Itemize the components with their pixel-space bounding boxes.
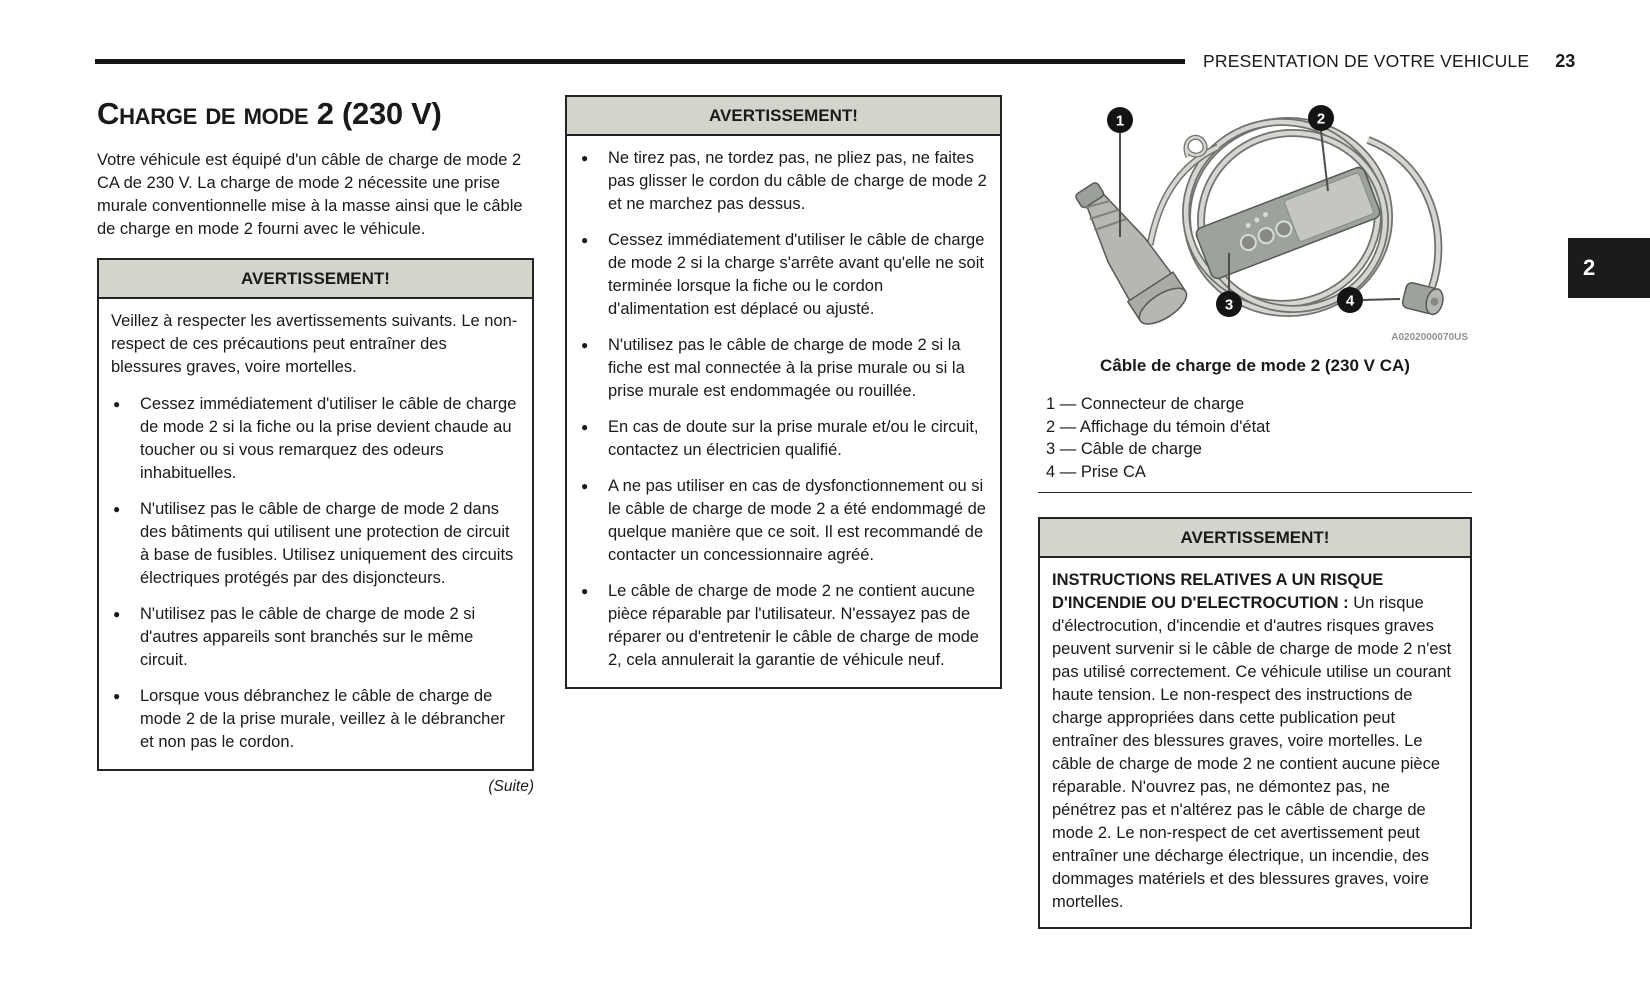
warning-box-middle-title: AVERTISSEMENT! [567,97,1000,136]
left-column [97,95,534,796]
chapter-title: PRESENTATION DE VOTRE VEHICULE [1203,50,1530,71]
callout-2: 2 [1316,110,1326,128]
warning-bullet: ● A ne pas utiliser en cas de dysfonctionnement ou si le câble de charge de mode 2 a été endommagé de quelque manière que ce soit. Il est recommandé de contacter un concessionnaire agréé. [579,475,988,567]
middle-column [565,95,1002,689]
header-rule [95,59,1185,64]
warning-box-right-body: Un risque d'électrocution, d'incendie et d'autres risques graves peuvent survenir si le câble de charge de mode 2 n'est pas utilisé correctement. Ce véhicule utilise un courant haute tension. Le non-respect des instructions de charge appropriées dans cette publication peut entraîner des blessures graves, voire mortelles. Le câble de charge de mode 2 ne contient aucune pièce réparable. N'ouvrez pas, ne démontez pas, ne pénétrez pas et n'altérez pas le câble de charge de mode 2. Le non-respect de cet avertissement peut entraîner une décharge électrique, un incendie, des dommages matériels et des blessures graves, voire mortelles. [1052,594,1452,911]
warning-box-middle-bullets [579,147,988,672]
legend-item: 2 — Affichage du témoin d'état [1046,417,1270,436]
continuation-note: (Suite) [488,778,534,795]
warning-box-middle [565,95,1002,689]
warning-box-left [97,258,534,771]
section-tab [1568,238,1650,298]
mode2-cable-illustration [1038,95,1472,347]
legend-item: 4 — Prise CA [1046,462,1146,481]
warning-bullet: ● Cessez immédiatement d'utiliser le câble de charge de mode 2 si la charge s'arrête avant qu'elle ne soit terminée lorsque la fiche ou le cordon d'alimentation est déplacé ou ajusté. [579,229,988,321]
warning-bullet: ● Le câble de charge de mode 2 ne contient aucune pièce réparable par l'utilisateur. N'essayez pas de réparer ou d'entretenir le câble de charge de mode 2, cela annulerait la garantie de véhicule neuf. [579,580,988,672]
warning-box-right-title: AVERTISSEMENT! [1040,519,1470,558]
legend-item: 1 — Connecteur de charge [1046,395,1245,413]
legend-item: 3 — Câble de charge [1046,440,1202,458]
warning-bullet: ● Lorsque vous débranchez le câble de charge de mode 2 de la prise murale, veillez à le débrancher et non pas le cordon. [111,685,520,754]
figure-watermark: A0202000070US [1391,332,1468,343]
warning-bullet: ● N'utilisez pas le câble de charge de mode 2 si la fiche est mal connectée à la prise murale ou si la prise murale est endommagée ou rouillée. [579,334,988,403]
warning-bullet: ● Ne tirez pas, ne tordez pas, ne pliez pas, ne faites pas glisser le cordon du câble de charge de mode 2 et ne marchez pas dessus. [579,147,988,216]
callout-1: 1 [1115,112,1125,130]
warning-box-right-text [1052,569,1458,914]
warning-bullet: ● En cas de doute sur la prise murale et/ou le circuit, contactez un électricien qualifié. [579,416,988,462]
warning-bullet: ● Cessez immédiatement d'utiliser le câble de charge de mode 2 si la fiche ou la prise devient chaude au toucher ou si vous remarquez des odeurs inhabituelles. [111,393,520,485]
section-heading: Charge de mode 2 (230 V) [97,96,442,131]
figure-caption: Câble de charge de mode 2 (230 V CA) [1100,356,1410,375]
warning-bullet: ● N'utilisez pas le câble de charge de mode 2 si d'autres appareils sont branchés sur le même circuit. [111,603,520,672]
intro-paragraph: Votre véhicule est équipé d'un câble de charge de mode 2 CA de 230 V. La charge de mode 2 nécessite une prise murale conventionnelle mise à la masse ainsi que le câble de charge en mode 2 fourni avec le véhicule. [97,151,523,238]
warning-bullet: ● N'utilisez pas le câble de charge de mode 2 dans des bâtiments qui utilisent une protection de circuit à base de fusibles. Utilisez uniquement des circuits électriques protégés par des disjoncteurs. [111,498,520,590]
warning-box-left-title: AVERTISSEMENT! [99,260,532,299]
page-number: 23 [1555,50,1576,71]
warning-box-right-bold-lead: INSTRUCTIONS RELATIVES A UN RISQUE D'INCENDIE OU D'ELECTROCUTION : [1052,571,1384,612]
warning-box-right [1038,517,1472,929]
callout-3: 3 [1224,296,1234,314]
warning-box-left-bullets [111,393,520,754]
legend-divider [1038,492,1472,493]
section-tab-number: 2 [1583,255,1596,280]
figure-legend [1038,393,1472,483]
warning-box-left-lead: Veillez à respecter les avertissements suivants. Le non-respect de ces précautions peut entraîner des blessures graves, voire mortelles. [111,312,518,376]
page-header [95,46,1576,76]
right-column [1038,95,1472,929]
callout-4: 4 [1345,292,1355,310]
